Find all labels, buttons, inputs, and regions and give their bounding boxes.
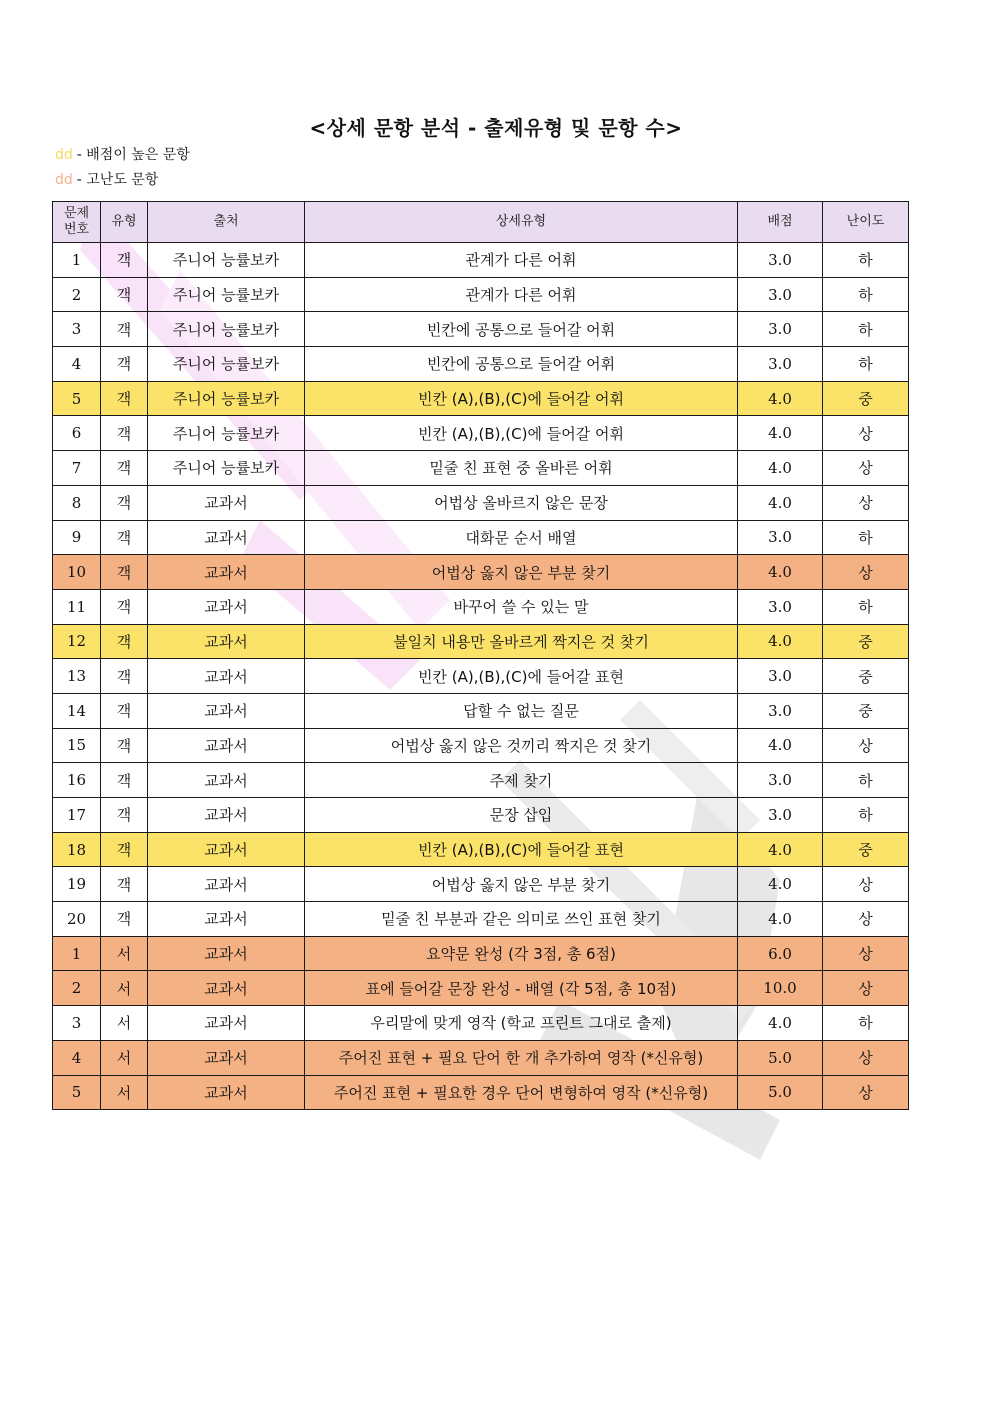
- cell-source: 교과서: [148, 867, 305, 902]
- table-row: [53, 659, 909, 694]
- cell-difficulty: 상: [823, 971, 909, 1006]
- cell-score: 4.0: [738, 728, 823, 763]
- cell-score: 3.0: [738, 763, 823, 798]
- cell-type: 객: [101, 243, 148, 278]
- cell-detail: 요약문 완성 (각 3점, 총 6점): [305, 936, 738, 971]
- cell-type: 객: [101, 589, 148, 624]
- cell-difficulty: 하: [823, 347, 909, 382]
- table-row: [53, 728, 909, 763]
- cell-source: 교과서: [148, 1006, 305, 1041]
- cell-difficulty: 상: [823, 1040, 909, 1075]
- cell-score: 6.0: [738, 936, 823, 971]
- cell-type: 서: [101, 971, 148, 1006]
- table-row: [53, 693, 909, 728]
- cell-source: 주니어 능률보카: [148, 347, 305, 382]
- table-row: [53, 589, 909, 624]
- cell-source: 교과서: [148, 693, 305, 728]
- cell-number: 1: [53, 243, 101, 278]
- table-row: [53, 971, 909, 1006]
- cell-type: 객: [101, 347, 148, 382]
- header-type: 유형: [101, 202, 148, 243]
- cell-difficulty: 하: [823, 312, 909, 347]
- cell-number: 15: [53, 728, 101, 763]
- cell-type: 객: [101, 312, 148, 347]
- table-row: [53, 798, 909, 833]
- cell-number: 5: [53, 381, 101, 416]
- cell-type: 서: [101, 936, 148, 971]
- cell-number: 6: [53, 416, 101, 451]
- table-row: [53, 416, 909, 451]
- header-score: 배점: [738, 202, 823, 243]
- cell-score: 4.0: [738, 902, 823, 937]
- cell-detail: 바꾸어 쓸 수 있는 말: [305, 589, 738, 624]
- cell-difficulty: 중: [823, 659, 909, 694]
- cell-type: 객: [101, 624, 148, 659]
- cell-detail: 우리말에 맞게 영작 (학교 프린트 그대로 출제): [305, 1006, 738, 1041]
- cell-detail: 밑줄 친 부분과 같은 의미로 쓰인 표현 찾기: [305, 902, 738, 937]
- cell-number: 8: [53, 485, 101, 520]
- cell-number: 1: [53, 936, 101, 971]
- cell-source: 교과서: [148, 763, 305, 798]
- cell-number: 9: [53, 520, 101, 555]
- table-row: [53, 243, 909, 278]
- cell-difficulty: 하: [823, 243, 909, 278]
- cell-detail: 관계가 다른 어휘: [305, 243, 738, 278]
- cell-source: 교과서: [148, 728, 305, 763]
- cell-score: 3.0: [738, 693, 823, 728]
- cell-detail: 주어진 표현 + 필요한 경우 단어 변형하여 영작 (*신유형): [305, 1075, 738, 1110]
- cell-score: 4.0: [738, 1006, 823, 1041]
- table-row: [53, 763, 909, 798]
- cell-number: 4: [53, 1040, 101, 1075]
- header-detail: 상세유형: [305, 202, 738, 243]
- cell-source: 교과서: [148, 1075, 305, 1110]
- cell-type: 객: [101, 832, 148, 867]
- cell-score: 4.0: [738, 555, 823, 590]
- cell-detail: 빈칸에 공통으로 들어갈 어휘: [305, 312, 738, 347]
- cell-type: 객: [101, 416, 148, 451]
- cell-score: 3.0: [738, 589, 823, 624]
- cell-score: 4.0: [738, 451, 823, 486]
- legend-swatch-yellow: dd: [55, 147, 73, 163]
- cell-detail: 표에 들어갈 문장 완성 - 배열 (각 5점, 총 10점): [305, 971, 738, 1006]
- cell-difficulty: 하: [823, 520, 909, 555]
- cell-number: 5: [53, 1075, 101, 1110]
- question-analysis-table: [52, 201, 909, 1110]
- cell-detail: 대화문 순서 배열: [305, 520, 738, 555]
- cell-score: 3.0: [738, 277, 823, 312]
- cell-number: 14: [53, 693, 101, 728]
- cell-detail: 빈칸 (A),(B),(C)에 들어갈 표현: [305, 659, 738, 694]
- cell-source: 교과서: [148, 624, 305, 659]
- cell-detail: 빈칸 (A),(B),(C)에 들어갈 표현: [305, 832, 738, 867]
- cell-score: 3.0: [738, 520, 823, 555]
- cell-number: 4: [53, 347, 101, 382]
- cell-type: 객: [101, 520, 148, 555]
- cell-number: 11: [53, 589, 101, 624]
- cell-score: 5.0: [738, 1075, 823, 1110]
- cell-type: 객: [101, 867, 148, 902]
- legend-label: - 고난도 문항: [76, 172, 159, 188]
- cell-source: 주니어 능률보카: [148, 416, 305, 451]
- cell-type: 객: [101, 693, 148, 728]
- table-row: [53, 867, 909, 902]
- cell-detail: 빈칸 (A),(B),(C)에 들어갈 어휘: [305, 416, 738, 451]
- cell-number: 16: [53, 763, 101, 798]
- header-source: 출처: [148, 202, 305, 243]
- cell-score: 3.0: [738, 243, 823, 278]
- cell-difficulty: 중: [823, 832, 909, 867]
- cell-number: 10: [53, 555, 101, 590]
- legend-item-high-difficulty: [55, 169, 158, 189]
- table-row: [53, 485, 909, 520]
- cell-score: 4.0: [738, 416, 823, 451]
- header-number-line2: 번호: [63, 222, 90, 237]
- table-row: [53, 1040, 909, 1075]
- cell-difficulty: 상: [823, 451, 909, 486]
- cell-difficulty: 하: [823, 798, 909, 833]
- table-row: [53, 347, 909, 382]
- cell-type: 서: [101, 1006, 148, 1041]
- cell-detail: 문장 삽입: [305, 798, 738, 833]
- cell-type: 서: [101, 1075, 148, 1110]
- cell-source: 교과서: [148, 485, 305, 520]
- cell-type: 객: [101, 555, 148, 590]
- cell-difficulty: 하: [823, 1006, 909, 1041]
- cell-number: 19: [53, 867, 101, 902]
- cell-difficulty: 상: [823, 902, 909, 937]
- cell-score: 10.0: [738, 971, 823, 1006]
- cell-detail: 주제 찾기: [305, 763, 738, 798]
- cell-score: 3.0: [738, 347, 823, 382]
- cell-detail: 밑줄 친 표현 중 올바른 어휘: [305, 451, 738, 486]
- table-row: [53, 902, 909, 937]
- cell-score: 4.0: [738, 624, 823, 659]
- cell-difficulty: 상: [823, 936, 909, 971]
- legend-swatch-orange: dd: [55, 172, 73, 188]
- cell-source: 교과서: [148, 971, 305, 1006]
- cell-number: 3: [53, 312, 101, 347]
- cell-number: 17: [53, 798, 101, 833]
- cell-detail: 관계가 다른 어휘: [305, 277, 738, 312]
- table-row: [53, 624, 909, 659]
- cell-difficulty: 하: [823, 589, 909, 624]
- cell-detail: 빈칸 (A),(B),(C)에 들어갈 어휘: [305, 381, 738, 416]
- cell-detail: 주어진 표현 + 필요 단어 한 개 추가하여 영작 (*신유형): [305, 1040, 738, 1075]
- header-number: [53, 202, 101, 243]
- cell-score: 3.0: [738, 659, 823, 694]
- cell-source: 주니어 능률보카: [148, 312, 305, 347]
- cell-type: 객: [101, 485, 148, 520]
- cell-detail: 답할 수 없는 질문: [305, 693, 738, 728]
- legend-label: - 배점이 높은 문항: [76, 147, 190, 163]
- cell-difficulty: 상: [823, 555, 909, 590]
- table-body: [53, 243, 909, 1110]
- cell-difficulty: 중: [823, 381, 909, 416]
- cell-source: 교과서: [148, 520, 305, 555]
- cell-type: 객: [101, 902, 148, 937]
- header-difficulty: 난이도: [823, 202, 909, 243]
- cell-difficulty: 상: [823, 867, 909, 902]
- header-number-line1: 문제: [63, 206, 90, 221]
- cell-detail: 빈칸에 공통으로 들어갈 어휘: [305, 347, 738, 382]
- cell-difficulty: 하: [823, 277, 909, 312]
- table-header-row: [53, 202, 909, 243]
- cell-source: 주니어 능률보카: [148, 451, 305, 486]
- cell-number: 18: [53, 832, 101, 867]
- table-row: [53, 381, 909, 416]
- cell-number: 13: [53, 659, 101, 694]
- table-row: [53, 520, 909, 555]
- cell-type: 객: [101, 763, 148, 798]
- cell-detail: 불일치 내용만 올바르게 짝지은 것 찾기: [305, 624, 738, 659]
- page-title: <상세 문항 분석 - 출제유형 및 문항 수>: [309, 116, 683, 140]
- cell-number: 2: [53, 971, 101, 1006]
- table-row: [53, 832, 909, 867]
- table-row: [53, 451, 909, 486]
- cell-number: 3: [53, 1006, 101, 1041]
- cell-score: 3.0: [738, 798, 823, 833]
- cell-score: 4.0: [738, 381, 823, 416]
- cell-number: 7: [53, 451, 101, 486]
- cell-source: 교과서: [148, 555, 305, 590]
- cell-difficulty: 상: [823, 485, 909, 520]
- legend-item-high-score: [55, 144, 190, 164]
- cell-score: 4.0: [738, 832, 823, 867]
- cell-source: 교과서: [148, 832, 305, 867]
- cell-difficulty: 상: [823, 416, 909, 451]
- cell-type: 객: [101, 728, 148, 763]
- cell-source: 교과서: [148, 589, 305, 624]
- cell-difficulty: 상: [823, 1075, 909, 1110]
- table-row: [53, 1006, 909, 1041]
- table-row: [53, 277, 909, 312]
- cell-source: 교과서: [148, 659, 305, 694]
- cell-type: 객: [101, 451, 148, 486]
- cell-source: 교과서: [148, 902, 305, 937]
- cell-detail: 어법상 옳지 않은 부분 찾기: [305, 867, 738, 902]
- cell-number: 2: [53, 277, 101, 312]
- cell-score: 4.0: [738, 867, 823, 902]
- cell-difficulty: 하: [823, 763, 909, 798]
- cell-number: 20: [53, 902, 101, 937]
- cell-source: 주니어 능률보카: [148, 277, 305, 312]
- cell-detail: 어법상 옳지 않은 것끼리 짝지은 것 찾기: [305, 728, 738, 763]
- cell-source: 교과서: [148, 798, 305, 833]
- cell-type: 서: [101, 1040, 148, 1075]
- cell-type: 객: [101, 659, 148, 694]
- cell-source: 교과서: [148, 1040, 305, 1075]
- cell-difficulty: 중: [823, 693, 909, 728]
- table-row: [53, 1075, 909, 1110]
- cell-type: 객: [101, 381, 148, 416]
- table-row: [53, 312, 909, 347]
- table-row: [53, 936, 909, 971]
- cell-difficulty: 상: [823, 728, 909, 763]
- cell-type: 객: [101, 277, 148, 312]
- cell-type: 객: [101, 798, 148, 833]
- cell-difficulty: 중: [823, 624, 909, 659]
- cell-source: 교과서: [148, 936, 305, 971]
- table-row: [53, 555, 909, 590]
- cell-detail: 어법상 옳지 않은 부분 찾기: [305, 555, 738, 590]
- cell-score: 5.0: [738, 1040, 823, 1075]
- cell-number: 12: [53, 624, 101, 659]
- cell-source: 주니어 능률보카: [148, 381, 305, 416]
- cell-source: 주니어 능률보카: [148, 243, 305, 278]
- cell-score: 3.0: [738, 312, 823, 347]
- cell-detail: 어법상 올바르지 않은 문장: [305, 485, 738, 520]
- cell-score: 4.0: [738, 485, 823, 520]
